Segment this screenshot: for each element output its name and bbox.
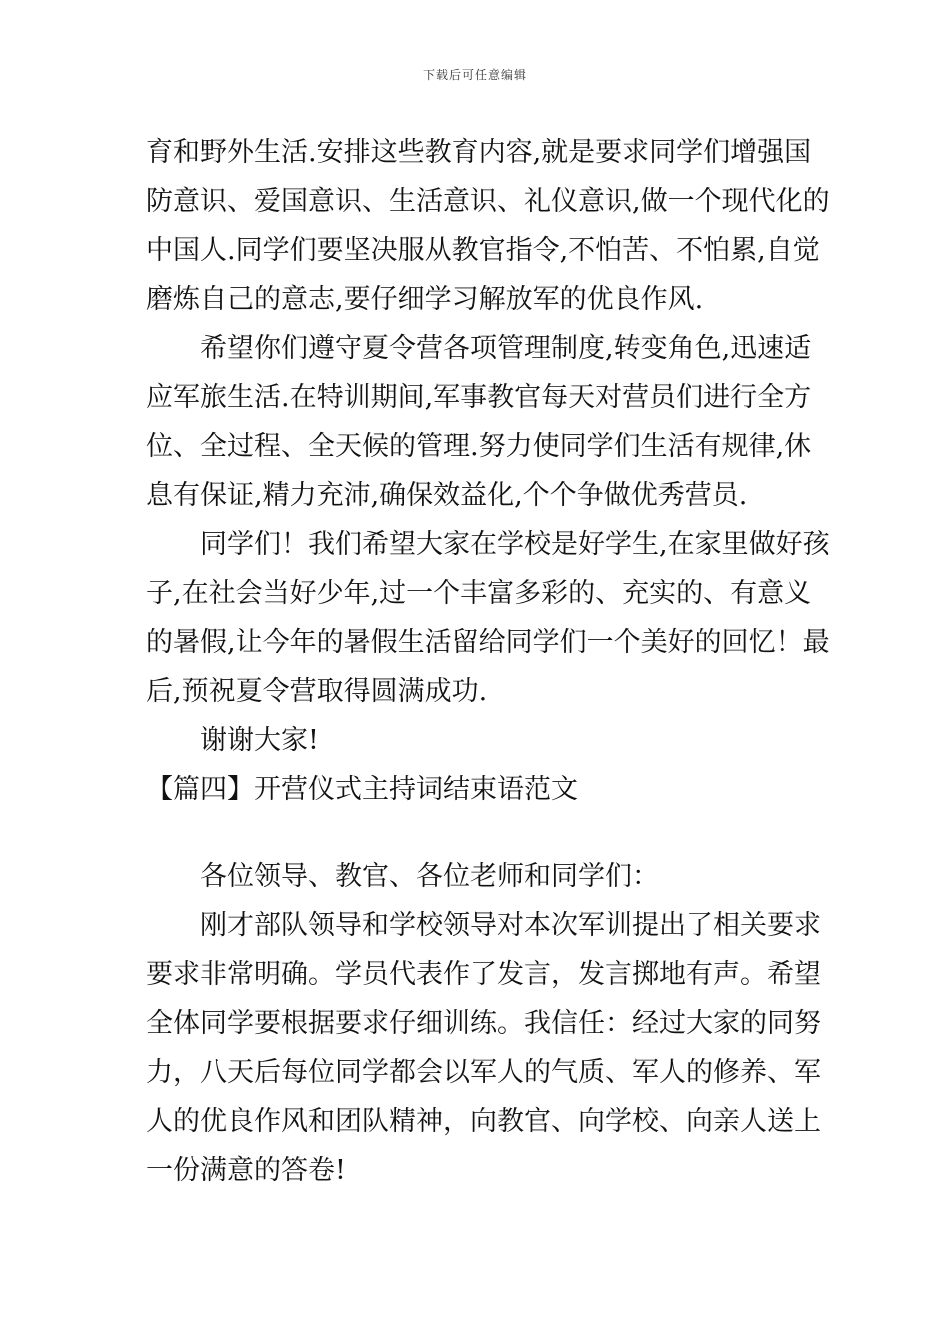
text-line: 应军旅生活.在特训期间,军事教官每天对营员们进行全方 (146, 382, 812, 413)
text-line: 防意识、爱国意识、生活意识、礼仪意识,做一个现代化的 (146, 186, 830, 217)
text-line: 全体同学要根据要求仔细训练。我信任：经过大家的同努 (146, 1008, 821, 1039)
text-line: 的暑假,让今年的暑假生活留给同学们一个美好的回忆！最 (146, 627, 830, 658)
section-heading: 【篇四】开营仪式主持词结束语范文 (146, 774, 578, 805)
text-line: 息有保证,精力充沛,确保效益化,个个争做优秀营员. (146, 480, 748, 511)
text-line: 育和野外生活.安排这些教育内容,就是要求同学们增强国 (146, 137, 812, 168)
text-line: 人的优良作风和团队精神，向教官、向学校、向亲人送上 (146, 1106, 821, 1137)
text-line: 子,在社会当好少年,过一个丰富多彩的、充实的、有意义 (146, 578, 812, 609)
text-line: 要求非常明确。学员代表作了发言，发言掷地有声。希望 (146, 959, 821, 990)
text-line: 同学们！我们希望大家在学校是好学生,在家里做好孩 (200, 529, 830, 560)
greeting: 各位领导、教官、各位老师和同学们： (200, 861, 659, 892)
section-2 (146, 852, 821, 1195)
closing-thanks: 谢谢大家! (200, 725, 319, 756)
paragraph-4 (146, 716, 808, 765)
text-line: 一份满意的答卷! (146, 1155, 346, 1186)
text-line: 位、全过程、全天候的管理.努力使同学们生活有规律,休 (146, 431, 812, 462)
text-line: 磨炼自己的意志,要仔细学习解放军的优良作风. (146, 284, 704, 315)
spacer (146, 814, 808, 852)
page-header: 下载后可任意编辑 (422, 68, 527, 82)
paragraph-1 (146, 128, 830, 324)
text-line: 力，八天后每位同学都会以军人的气质、军人的修养、军 (146, 1057, 821, 1088)
text-line: 刚才部队领导和学校领导对本次军训提出了相关要求 (200, 910, 821, 941)
text-line: 后,预祝夏令营取得圆满成功. (146, 676, 488, 707)
document-body (146, 128, 830, 1195)
text-line: 希望你们遵守夏令营各项管理制度,转变角色,迅速适 (200, 333, 812, 364)
paragraph-3 (146, 520, 830, 716)
paragraph-2 (146, 324, 812, 520)
text-line: 中国人.同学们要坚决服从教官指令,不怕苦、不怕累,自觉 (146, 235, 820, 266)
